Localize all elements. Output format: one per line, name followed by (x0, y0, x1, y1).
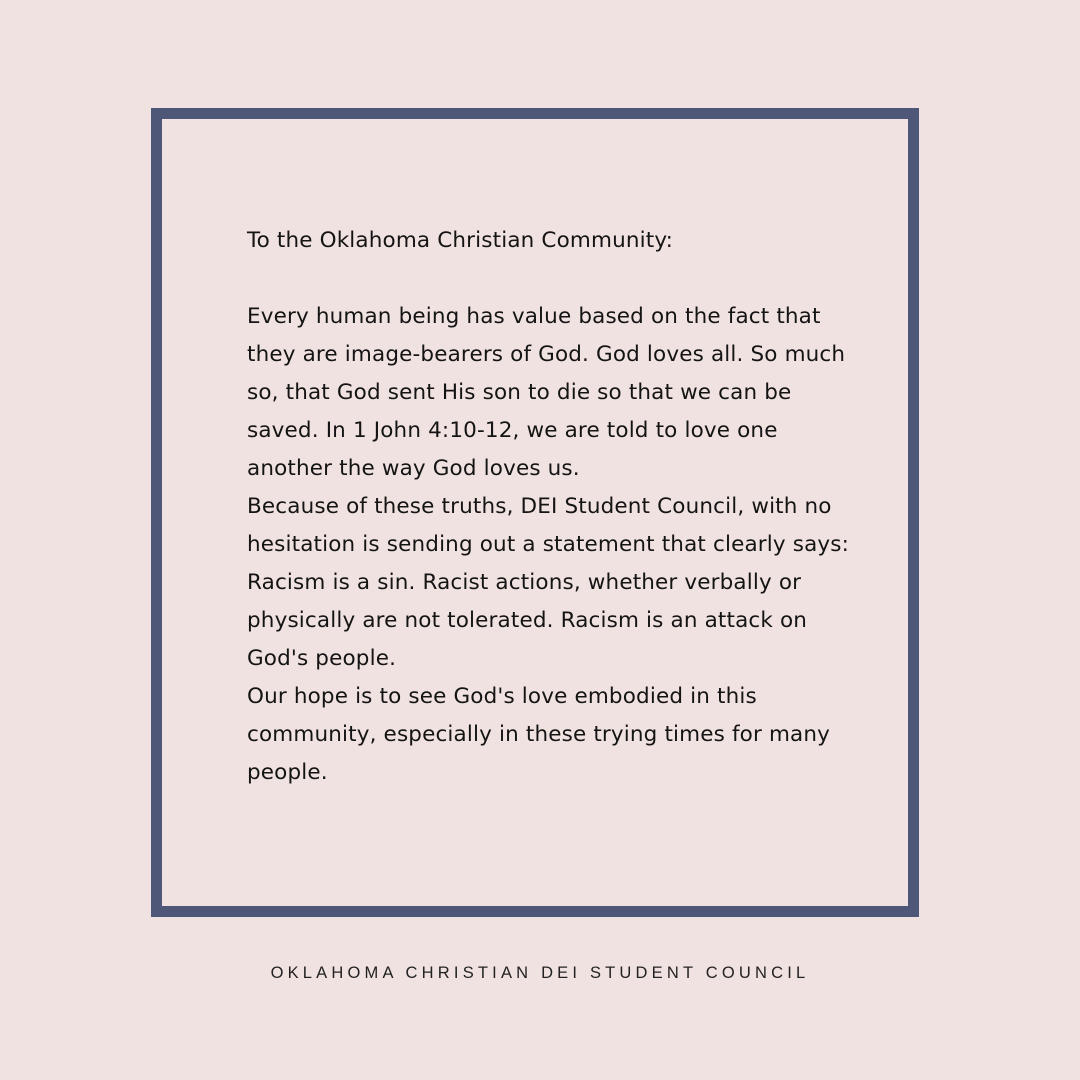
letter-salutation: To the Oklahoma Christian Community: (247, 228, 674, 253)
letter-paragraph-statement: Because of these truths, DEI Student Council, with no hesitation is sending out a statement that clearly says: Racism is a sin. Racist actions, whether verbally or physically are not tolerated. Racism is an attack on God's people. (247, 494, 850, 671)
letter-paragraph-value: Every human being has value based on the fact that they are image-bearers of God. God loves all. So much so, that God sent His son to die so that we can be saved. In 1 John 4:10-12, we are told to love one another the way God loves us. (247, 304, 846, 481)
footer-signature: OKLAHOMA CHRISTIAN DEI STUDENT COUNCIL (270, 964, 810, 982)
letter-body (247, 222, 867, 792)
letter-paragraph-hope: Our hope is to see God's love embodied in this community, especially in these trying times for many people. (247, 684, 831, 785)
